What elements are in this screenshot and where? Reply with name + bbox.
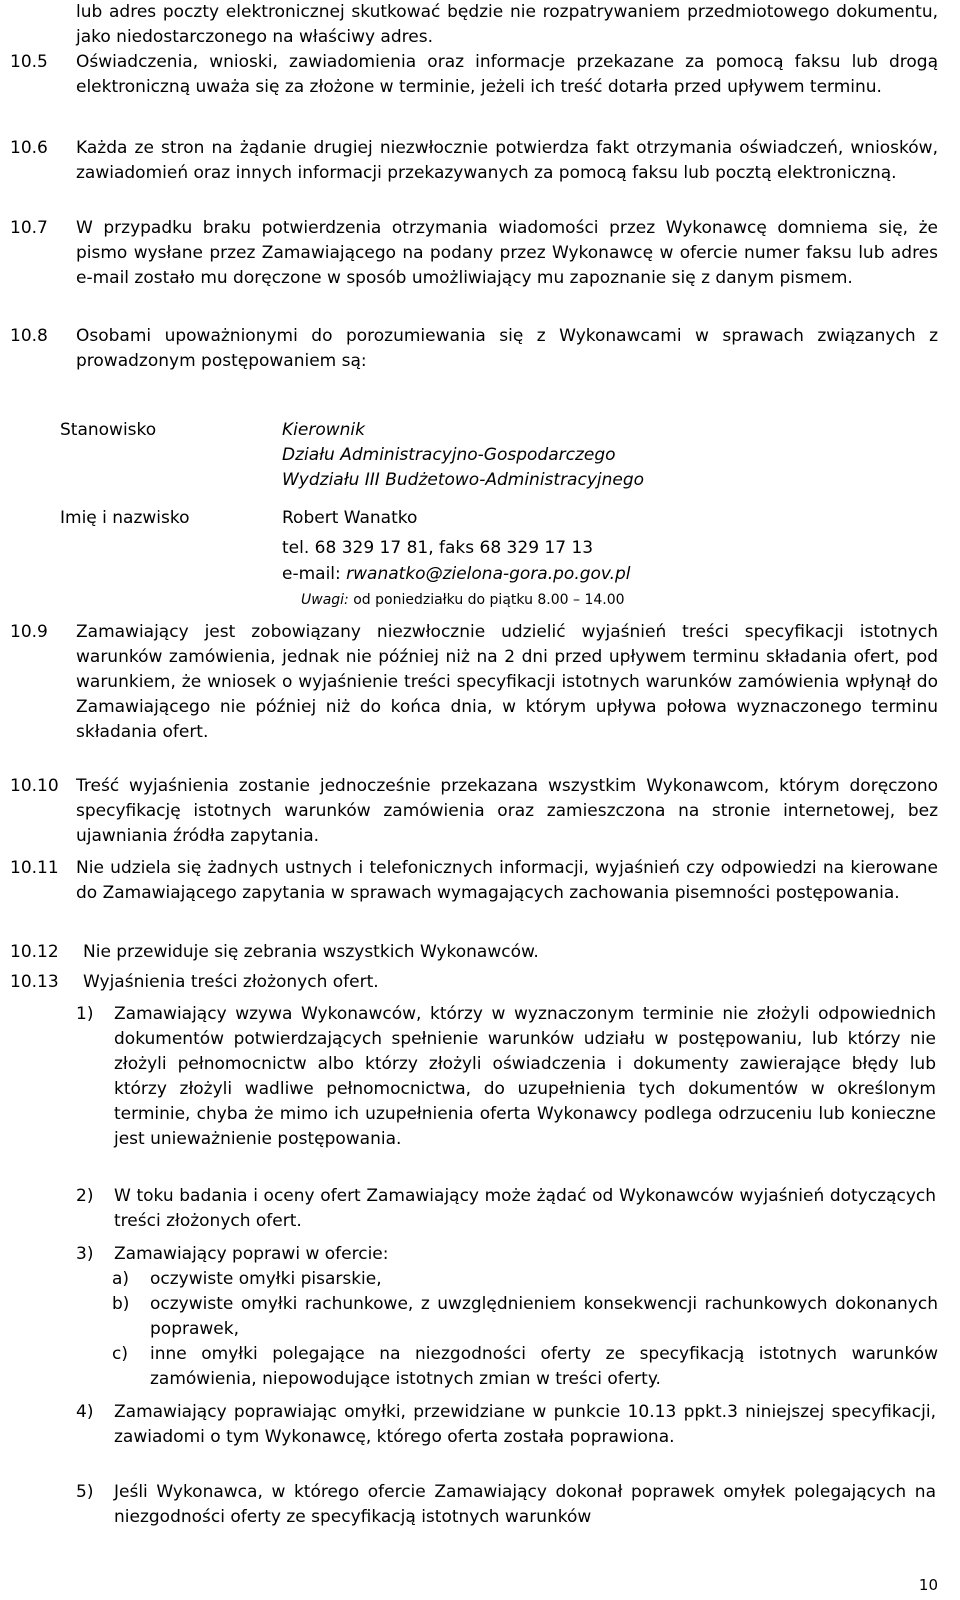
name-value: Robert Wanatko [282, 508, 418, 528]
section-text: W przypadku braku potwierdzenia otrzymania wiadomości przez Wykonawcę domniema się, że pismo wysłane przez Zamawiającego na podany przez Wykonawcę w ofercie numer faksu lub adres e-mail zostało mu doręczone w sposób umożliwiający mu zapoznanie się z danym pismem. [76, 218, 938, 288]
section-number: 10.6 [10, 138, 48, 158]
sub-item-text: oczywiste omyłki pisarskie, [150, 1269, 382, 1289]
section-10-7 [10, 216, 938, 291]
contact-block [60, 418, 760, 618]
item-text: Zamawiający poprawiając omyłki, przewidziane w punkcie 10.13 ppkt.3 niniejszej specyfikacji, zawiadomi o tym Wykonawcę, którego oferta została poprawiona. [114, 1402, 936, 1447]
section-10-6 [10, 136, 938, 186]
section-number: 10.5 [10, 52, 48, 72]
section-10-5 [10, 50, 938, 100]
section-10-10 [10, 774, 938, 849]
section-10-8 [10, 324, 938, 374]
item-number: 3) [76, 1244, 94, 1264]
position-line: Kierownik [282, 420, 365, 440]
sub-item-number: a) [112, 1269, 130, 1289]
position-value [282, 418, 782, 493]
position-label: Stanowisko [60, 420, 157, 440]
list-item-5 [76, 1480, 936, 1530]
item-number: 1) [76, 1004, 94, 1024]
position-line: Działu Administracyjno-Gospodarczego [282, 445, 616, 465]
phone-fax: tel. 68 329 17 81, faks 68 329 17 13 [282, 538, 594, 558]
sub-item-c [112, 1342, 938, 1392]
section-10-11 [10, 856, 938, 906]
section-text: Każda ze stron na żądanie drugiej niezwłocznie potwierdza fakt otrzymania oświadczeń, wniosków, zawiadomień oraz innych informacji przekazywanych za pomocą faksu lub pocztą elektroniczną. [76, 138, 938, 183]
section-text: Osobami upoważnionymi do porozumiewania się z Wykonawcami w sprawach związanych z prowadzonym postępowaniem są: [76, 326, 938, 371]
paragraph-continuation [10, 0, 938, 50]
name-label: Imię i nazwisko [60, 508, 190, 528]
sub-item-b [112, 1292, 938, 1342]
page-number: 10 [918, 1576, 938, 1594]
section-number: 10.11 [10, 858, 59, 878]
section-number: 10.8 [10, 326, 48, 346]
sub-item-number: b) [112, 1294, 130, 1314]
note-text: od poniedziałku do piątku 8.00 – 14.00 [348, 592, 625, 608]
item-text: Jeśli Wykonawca, w którego ofercie Zamawiający dokonał poprawek omyłek polegających na niezgodności oferty ze specyfikacją istotnych warunków [114, 1482, 936, 1527]
section-number: 10.9 [10, 622, 48, 642]
item-text: Zamawiający poprawi w ofercie: [114, 1244, 389, 1264]
list-item-3 [76, 1242, 936, 1267]
section-10-13 [10, 970, 938, 995]
section-number: 10.10 [10, 776, 59, 796]
sub-item-a [112, 1267, 938, 1292]
sub-item-text: oczywiste omyłki rachunkowe, z uwzględnieniem konsekwencji rachunkowych dokonanych poprawek, [150, 1294, 938, 1339]
list-item-4 [76, 1400, 936, 1450]
item-text: W toku badania i oceny ofert Zamawiający może żądać od Wykonawców wyjaśnień dotyczących treści złożonych ofert. [114, 1186, 936, 1231]
section-number: 10.13 [10, 972, 59, 992]
sub-item-text: inne omyłki polegające na niezgodności oferty ze specyfikacją istotnych warunków zamówienia, niepowodujące istotnych zmian w treści oferty. [150, 1344, 938, 1389]
section-text: Wyjaśnienia treści złożonych ofert. [83, 972, 379, 992]
paragraph-text: lub adres poczty elektronicznej skutkować będzie nie rozpatrywaniem przedmiotowego dokumentu, jako niedostarczonego na właściwy adres. [76, 2, 938, 47]
sub-item-number: c) [112, 1344, 128, 1364]
note-line [301, 588, 801, 613]
section-10-12 [10, 940, 938, 965]
item-number: 4) [76, 1402, 94, 1422]
section-text: Treść wyjaśnienia zostanie jednocześnie przekazana wszystkim Wykonawcom, którym doręczono specyfikację istotnych warunków zamówienia oraz zamieszczona na stronie internetowej, bez ujawniania źródła zapytania. [76, 776, 938, 846]
section-text: Zamawiający jest zobowiązany niezwłocznie udzielić wyjaśnień treści specyfikacji istotnych warunków zamówienia, jednak nie później niż na 2 dni przed upływem terminu składania ofert, pod warunkiem, że wniosek o wyjaśnienie treści specyfikacji istotnych warunków zamówienia wpłynął do Zamawiającego nie później niż do końca dnia, w którym upływa połowa wyznaczonego terminu składania ofert. [76, 622, 938, 742]
section-text: Nie udziela się żadnych ustnych i telefonicznych informacji, wyjaśnień czy odpowiedzi na kierowane do Zamawiającego zapytania w sprawach wymagających zachowania pisemności postępowania. [76, 858, 938, 903]
section-10-9 [10, 620, 938, 745]
item-number: 5) [76, 1482, 94, 1502]
email-link[interactable]: rwanatko@zielona-gora.po.gov.pl [346, 564, 631, 584]
section-number: 10.7 [10, 218, 48, 238]
email-line [282, 562, 782, 587]
email-prefix: e-mail: [282, 564, 347, 584]
item-number: 2) [76, 1186, 94, 1206]
item-text: Zamawiający wzywa Wykonawców, którzy w wyznaczonym terminie nie złożyli odpowiednich dokumentów potwierdzających spełnienie warunków udziału w postępowaniu, lub którzy nie złożyli pełnomocnictw albo którzy złożyli oświadczenia i dokumenty zawierające błędy lub którzy złożyli wadliwe pełnomocnictwa, do uzupełnienia tych dokumentów w określonym terminie, chyba że mimo ich uzupełnienia oferta Wykonawcy podlega odrzuceniu lub konieczne jest unieważnienie postępowania. [114, 1004, 936, 1149]
list-item-2 [76, 1184, 936, 1234]
list-item-1 [76, 1002, 936, 1152]
position-line: Wydziału III Budżetowo-Administracyjnego [282, 470, 645, 490]
section-text: Nie przewiduje się zebrania wszystkich Wykonawców. [83, 942, 539, 962]
section-number: 10.12 [10, 942, 59, 962]
note-label: Uwagi: [301, 592, 349, 608]
section-text: Oświadczenia, wnioski, zawiadomienia oraz informacje przekazane za pomocą faksu lub drogą elektroniczną uważa się za złożone w terminie, jeżeli ich treść dotarła przed upływem terminu. [76, 52, 938, 97]
